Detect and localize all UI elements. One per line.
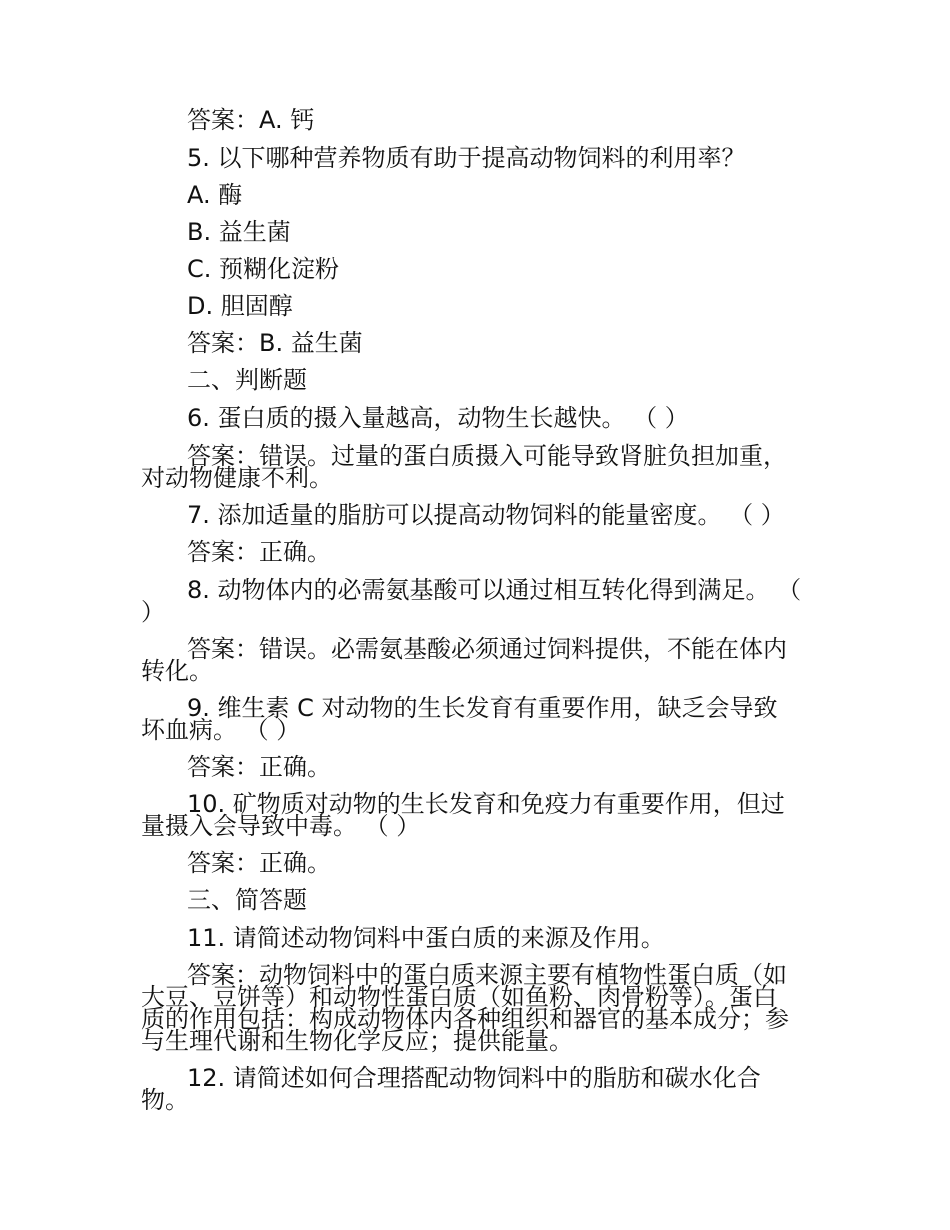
section-heading-3: 三、简答题 bbox=[187, 886, 307, 914]
option-a: A. 酶 bbox=[187, 181, 243, 209]
answer-11-cont-2: 质的作用包括：构成动物体内各种组织和器官的基本成分；参 bbox=[141, 1005, 789, 1033]
question-7: 7. 添加适量的脂肪可以提高动物饲料的能量密度。 （ ） bbox=[187, 501, 785, 529]
answer-7: 答案：正确。 bbox=[187, 538, 331, 566]
question-10: 10. 矿物质对动物的生长发育和免疫力有重要作用，但过 bbox=[187, 790, 785, 818]
option-b: B. 益生菌 bbox=[187, 218, 291, 246]
answer-11: 答案：动物饲料中的蛋白质来源主要有植物性蛋白质（如 bbox=[187, 961, 787, 989]
answer-10: 答案：正确。 bbox=[187, 849, 331, 877]
section-heading-2: 二、判断题 bbox=[187, 366, 307, 394]
answer-11-cont-3: 与生理代谢和生物化学反应；提供能量。 bbox=[141, 1027, 573, 1055]
question-6: 6. 蛋白质的摄入量越高，动物生长越快。 （ ） bbox=[187, 404, 689, 432]
option-c: C. 预糊化淀粉 bbox=[187, 255, 340, 283]
question-11: 11. 请简述动物饲料中蛋白质的来源及作用。 bbox=[187, 924, 665, 952]
answer-6: 答案：错误。过量的蛋白质摄入可能导致肾脏负担加重， bbox=[187, 442, 787, 470]
question-12: 12. 请简述如何合理搭配动物饲料中的脂肪和碳水化合 bbox=[187, 1064, 761, 1092]
answer-6-cont: 对动物健康不利。 bbox=[141, 464, 333, 492]
question-8: 8. 动物体内的必需氨基酸可以通过相互转化得到满足。 （ bbox=[187, 576, 802, 604]
answer-9: 答案：正确。 bbox=[187, 753, 331, 781]
question-8-cont: ） bbox=[141, 598, 165, 626]
answer-11-cont-1: 大豆、豆饼等）和动物性蛋白质（如鱼粉、肉骨粉等）。蛋白 bbox=[141, 983, 777, 1011]
option-d: D. 胆固醇 bbox=[187, 292, 293, 320]
question-9: 9. 维生素 C 对动物的生长发育有重要作用，缺乏会导致 bbox=[187, 694, 778, 722]
answer-5: 答案：B. 益生菌 bbox=[187, 329, 363, 357]
answer-8-cont: 转化。 bbox=[141, 657, 213, 685]
answer-4: 答案：A. 钙 bbox=[187, 106, 315, 134]
answer-8: 答案：错误。必需氨基酸必须通过饲料提供，不能在体内 bbox=[187, 635, 787, 663]
question-5: 5. 以下哪种营养物质有助于提高动物饲料的利用率？ bbox=[187, 144, 746, 172]
question-12-cont: 物。 bbox=[141, 1086, 189, 1114]
question-9-cont: 坏血病。 （ ） bbox=[141, 716, 301, 744]
question-10-cont: 量摄入会导致中毒。 （ ） bbox=[141, 812, 421, 840]
